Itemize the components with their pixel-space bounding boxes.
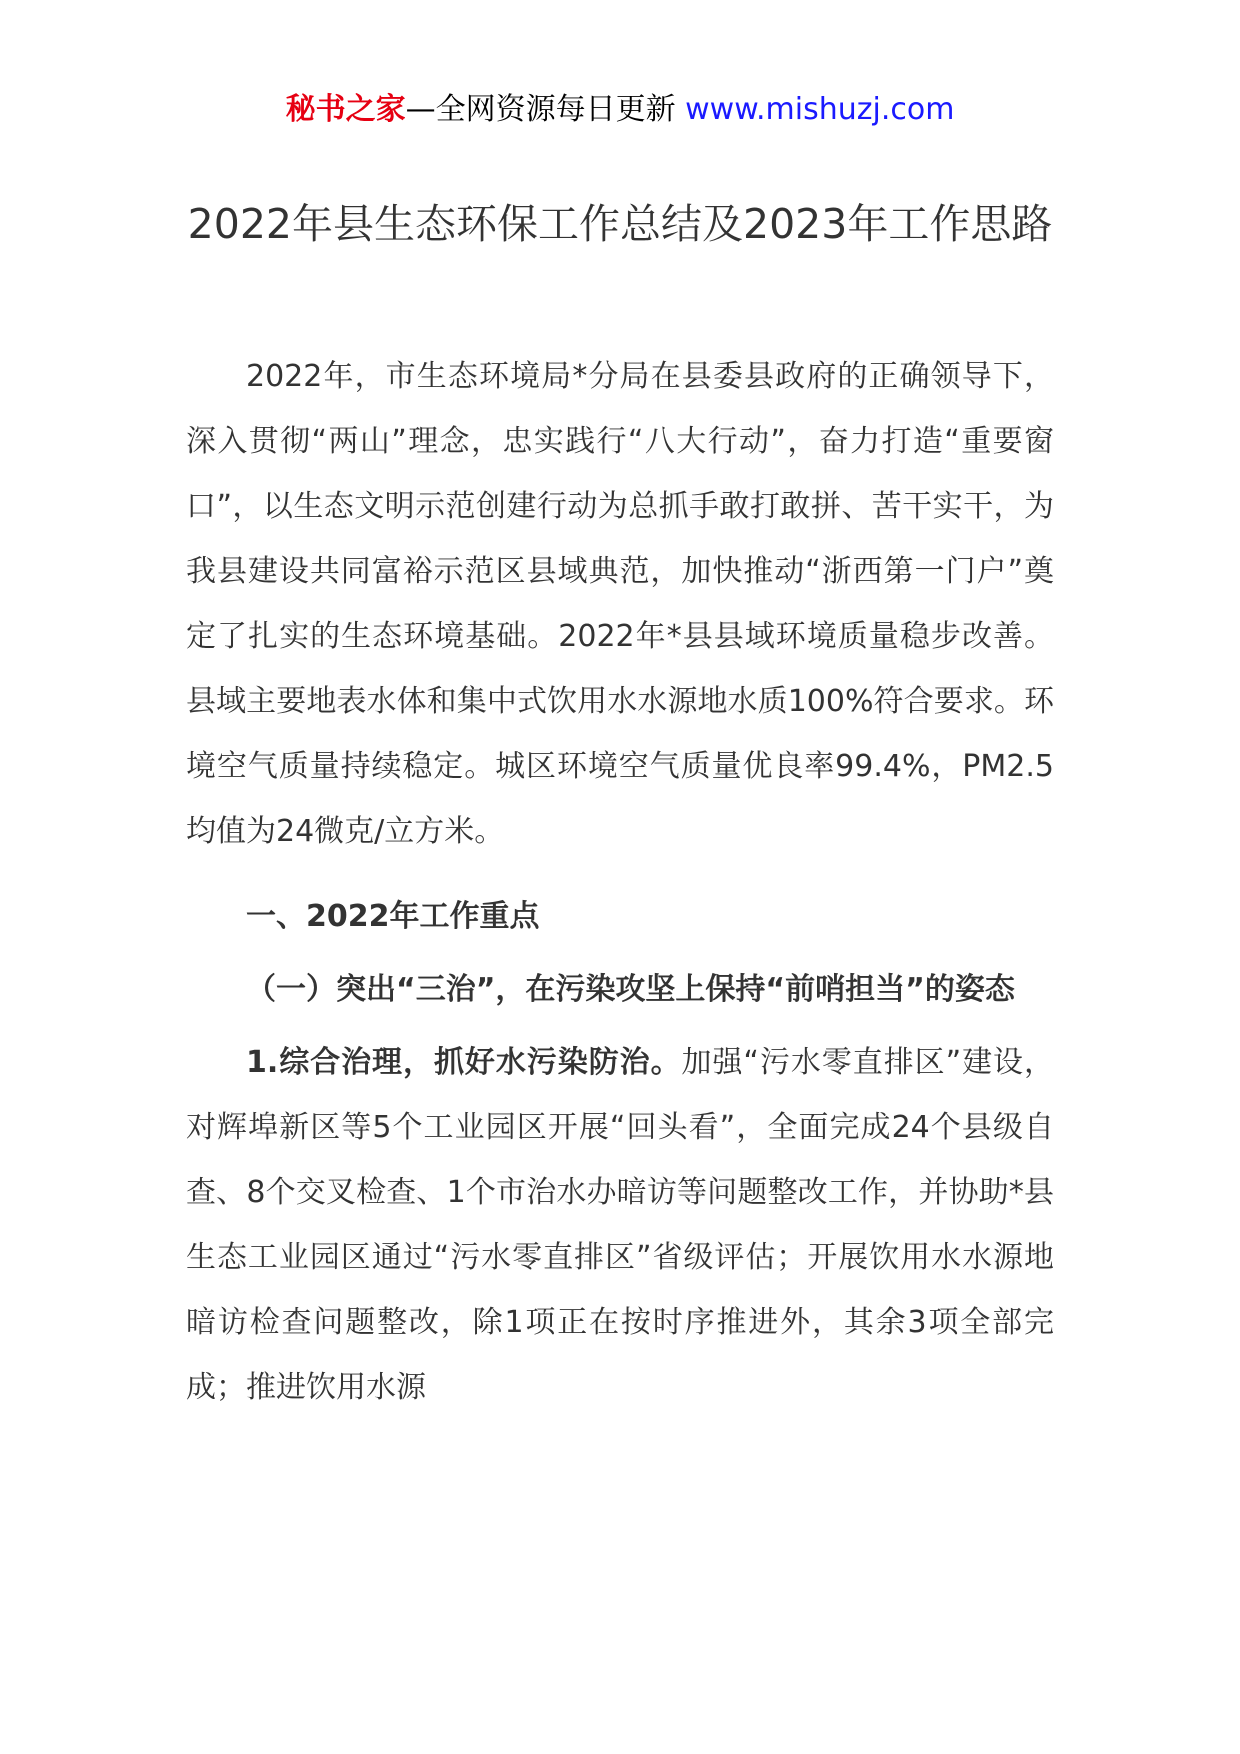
subsection-heading: （一）突出“三治”，在污染攻坚上保持“前哨担当”的姿态	[246, 972, 1015, 1007]
banner-slogan: —全网资源每日更新	[405, 92, 676, 127]
site-url-link[interactable]: www.mishuzj.com	[685, 92, 955, 127]
document-title: 2022年县生态环保工作总结及2023年工作思路	[187, 200, 1053, 248]
site-banner	[0, 90, 1240, 130]
item-text: 加强“污水零直排区”建设，对辉埠新区等5个工业园区开展“回头看”，全面完成24个县级自查、8个交叉检查、1个市治水办暗访等问题整改工作，并协助*县生态工业园区通过“污水零直排区”省级评估；开展饮用水水源地暗访检查问题整改，除1项正在按时序推进外，其余3项全部完成；推进饮用水源	[186, 1045, 1054, 1405]
item-lead: 1.综合治理，抓好水污染防治。	[246, 1045, 682, 1080]
brand-name: 秘书之家	[285, 92, 406, 127]
intro-paragraph: 2022年，市生态环境局*分局在县委县政府的正确领导下，深入贯彻“两山”理念，忠实践行“八大行动”，奋力打造“重要窗口”，以生态文明示范创建行动为总抓手敢打敢拼、苦干实干，为我县建设共同富裕示范区县域典范，加快推动“浙西第一门户”奠定了扎实的生态环境基础。2022年*县县域环境质量稳步改善。县域主要地表水体和集中式饮用水水源地水质100%符合要求。环境空气质量持续稳定。城区环境空气质量优良率99.4%，PM2.5均值为24微克/立方米。	[186, 359, 1054, 849]
item-paragraph	[186, 1030, 1054, 1420]
section-heading: 一、2022年工作重点	[246, 899, 540, 934]
document-body	[186, 344, 1054, 1420]
